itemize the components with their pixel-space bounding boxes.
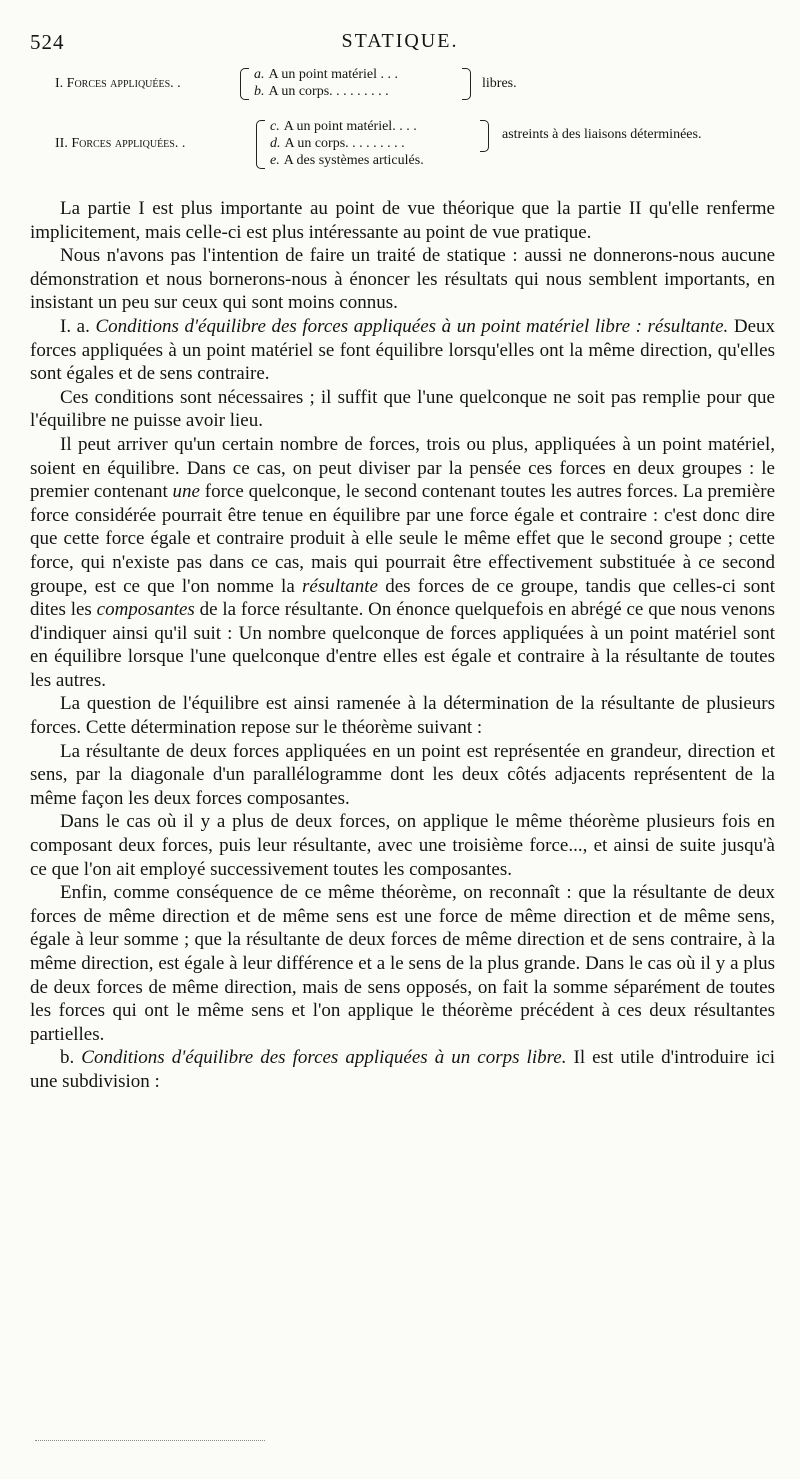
left-brace [256,120,265,169]
footer-rule [35,1440,265,1441]
right-brace [480,120,489,152]
paragraph: La question de l'équilibre est ainsi ramenée à la détermination de la résultante de plusieurs forces. Cette détermination repose sur le théorème suivant : [30,693,775,739]
section-text: Il est utile d'introduire ici une subdivision : [30,1047,776,1092]
classification-result: libres. [482,76,517,91]
classification-label: I. Forces appliquées. . [55,76,181,91]
classification-item: d. A un corps. . . . . . . . . [270,136,405,151]
classification-item: e. A des systèmes articulés. [270,153,424,168]
section-number: b. [60,1047,75,1069]
classification-items [270,118,424,169]
classification-item: c. A un point matériel. . . . [270,119,417,134]
paragraph: Il peut arriver qu'un certain nombre de forces, trois ou plus, appliquées à un point matériel, soient en équilibre. Dans ce cas, on peut diviser par la pensée ces forces en deux groupes : le premier contenant une force quelconque, le second contenant toutes les autres forces. La première force considérée pourrait être tenue en équilibre par une force égale et contraire : c'est donc dire que cette force égale et contraire produit à elle seule le même effet que le second groupe ; cette force, qui n'existe pas dans ce cas, mais qui pourrait être effectivement substituée à ce second groupe, est ce que l'on nomme la résultante des forces de ce groupe, tandis que celles-ci sont dites les composantes de la force résultante. On énonce quelquefois en abrégé ce que nous venons d'indiquer ainsi qu'il suit : Un nombre quelconque de forces appliquées à un point matériel sont en équilibre lorsque l'une quelconque d'entre elles est égale et contraire à la résultante de toutes les autres. [30,433,775,691]
section-heading: Conditions d'équilibre des forces appliquées à un corps libre. [81,1047,567,1069]
classification-result: astreints à des liaisons déterminées. [502,127,702,142]
body-text [30,197,775,1094]
classification-group-1 [30,66,790,102]
classification-item: b. A un corps. . . . . . . . . [254,84,389,99]
running-title: STATIQUE. [341,30,459,52]
classification-items [254,66,398,100]
paragraph: La partie I est plus importante au point de vue théorique que la partie II qu'elle renferme implicitement, mais celle-ci est plus intéressante au point de vue pratique. [30,198,775,243]
section-number: I. a. [60,315,90,337]
classification-label: II. Forces appliquées. . [55,136,186,151]
emphasis: résultante [302,575,378,597]
right-brace [462,68,471,100]
classification-group-2 [30,118,790,170]
paragraph: Nous n'avons pas l'intention de faire un traité de statique : aussi ne donnerons-nous aucune démonstration et nous bornerons-nous à énoncer les résultats qui nous semblent importants, en insistant un peu sur ceux qui sont moins connus. [30,245,775,314]
emphasis: composantes [96,599,195,621]
classification-item: a. A un point matériel . . . [254,67,398,82]
section-paragraph [30,315,775,386]
paragraph: Dans le cas où il y a plus de deux forces, on applique le même théorème plusieurs fois en composant deux forces, puis leur résultante, avec une troisième force..., et ainsi de suite jusqu'à ce que l'on ait employé successivement toutes les composantes. [30,811,775,880]
left-brace [240,68,249,100]
theorem-paragraph: La résultante de deux forces appliquées en un point est représentée en grandeur, direction et sens, par la diagonale d'un parallélogramme dont les deux côtés adjacents représentent de la même façon les deux forces composantes. [30,740,775,809]
paragraph: Ces conditions sont nécessaires ; il suffit que l'une quelconque ne soit pas remplie pour que l'équilibre ne puisse avoir lieu. [30,386,775,432]
section-heading: Conditions d'équilibre des forces appliquées à un point matériel libre : résultante. [95,315,729,337]
page-header [30,30,770,56]
page-number: 524 [30,30,65,54]
paragraph: Enfin, comme conséquence de ce même théorème, on reconnaît : que la résultante de deux forces de même direction et de même sens est une force de même direction et de même sens, égale à leur somme ; que la résultante de deux forces de même direction et de sens contraire, à la même direction, est égale à leur différence et a le sens de la plus grande. Dans le cas où il y a plus de deux forces de même direction, mais de sens opposés, on fait la somme séparément de toutes les forces qui ont le même sens et l'on applique le théorème précédent à ces deux résultantes partielles. [30,882,775,1045]
emphasis: une [172,481,200,503]
section-text: Deux forces appliquées à un point matériel se font équilibre lorsqu'elles ont la même direction, qu'elles sont égales et de sens contraire. [30,315,776,385]
section-paragraph [30,1046,775,1093]
